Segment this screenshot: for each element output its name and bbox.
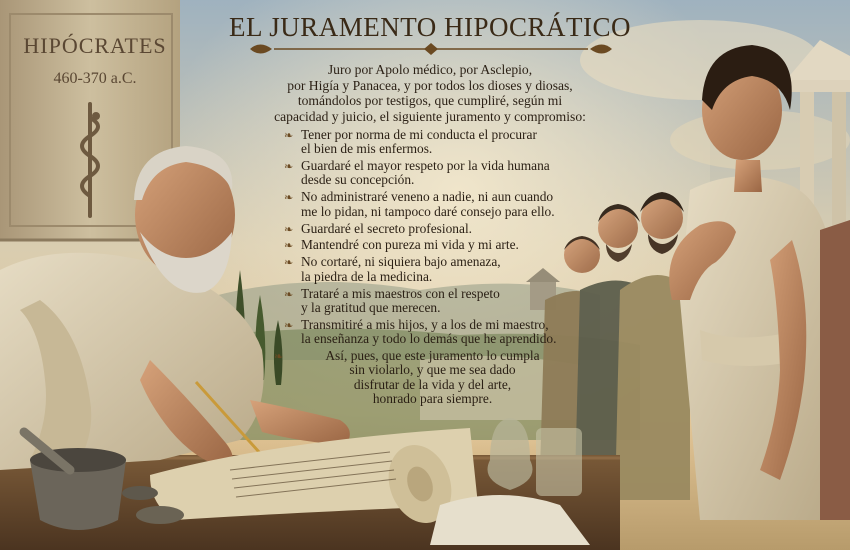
- vow-item: [284, 318, 574, 347]
- vow-item: [284, 128, 574, 157]
- vow-line: No cortaré, ni siquiera bajo amenaza,: [301, 254, 501, 270]
- vow-line: Trataré a mis maestros con el respeto: [301, 285, 500, 301]
- vow-item: [284, 255, 574, 284]
- intro-line: por Higía y Panacea, y por todos los dioses y diosas,: [287, 77, 573, 93]
- intro-line: capacidad y juicio, el siguiente juramento y compromiso:: [274, 108, 586, 124]
- vow-line: honrado para siempre.: [372, 390, 493, 406]
- vow-line: me lo pidan, ni tampoco daré consejo para ello.: [301, 203, 555, 219]
- page-title: EL JURAMENTO HIPOCRÁTICO: [228, 12, 631, 42]
- oath-intro: [250, 62, 610, 124]
- leaf-bullet-icon: ❧: [274, 350, 284, 363]
- vow-line: sin violarlo, y que me sea dado: [349, 362, 516, 378]
- vow-line: Así, pues, que este juramento lo cumpla: [325, 347, 540, 363]
- rod-of-asclepius-icon: [66, 100, 114, 220]
- vow-line: Transmitiré a mis hijos, y a los de mi maestro,: [301, 316, 549, 332]
- vow-item: [284, 159, 574, 188]
- vow-line: desde su concepción.: [301, 172, 415, 188]
- oath-vows-list: [274, 127, 574, 409]
- leaf-bullet-icon: ❧: [284, 161, 294, 174]
- vow-line: la piedra de la medicina.: [301, 268, 433, 284]
- leaf-bullet-icon: ❧: [284, 257, 294, 270]
- vow-line: el bien de mis enfermos.: [301, 141, 433, 157]
- leaf-bullet-icon: ❧: [284, 319, 294, 332]
- vow-item: [284, 238, 574, 252]
- leaf-bullet-icon: ❧: [284, 192, 294, 205]
- vow-item-closing: [274, 347, 574, 406]
- leaf-bullet-icon: ❧: [284, 240, 294, 253]
- vow-line: la enseñanza y todo lo demás que he aprendido.: [301, 331, 557, 347]
- intro-line: Juro por Apolo médico, por Asclepio,: [327, 62, 533, 77]
- vow-item: [284, 287, 574, 316]
- tablet-dates: 460-370 a.C.: [53, 70, 137, 87]
- vow-item: [284, 222, 574, 236]
- vow-line: disfrutar de la vida y del arte,: [353, 376, 512, 392]
- leaf-bullet-icon: ❧: [284, 130, 294, 142]
- leaf-bullet-icon: ❧: [284, 223, 294, 236]
- vow-line: No administraré veneno a nadie, ni aun cuando: [301, 189, 554, 205]
- vow-line: Mantendré con pureza mi vida y mi arte.: [301, 237, 519, 253]
- tablet-name: HIPÓCRATES: [23, 33, 167, 58]
- title-flourish-icon: [248, 40, 614, 58]
- vow-item: [284, 190, 574, 219]
- vow-line: Guardaré el mayor respeto por la vida humana: [301, 158, 550, 174]
- intro-line: tomándolos por testigos, que cumpliré, según mi: [297, 93, 563, 109]
- leaf-bullet-icon: ❧: [284, 288, 294, 301]
- vow-line: y la gratitud que merecen.: [301, 299, 441, 315]
- vow-line: Tener por norma de mi conducta el procurar: [301, 127, 537, 142]
- vow-line: Guardaré el secreto profesional.: [301, 220, 473, 236]
